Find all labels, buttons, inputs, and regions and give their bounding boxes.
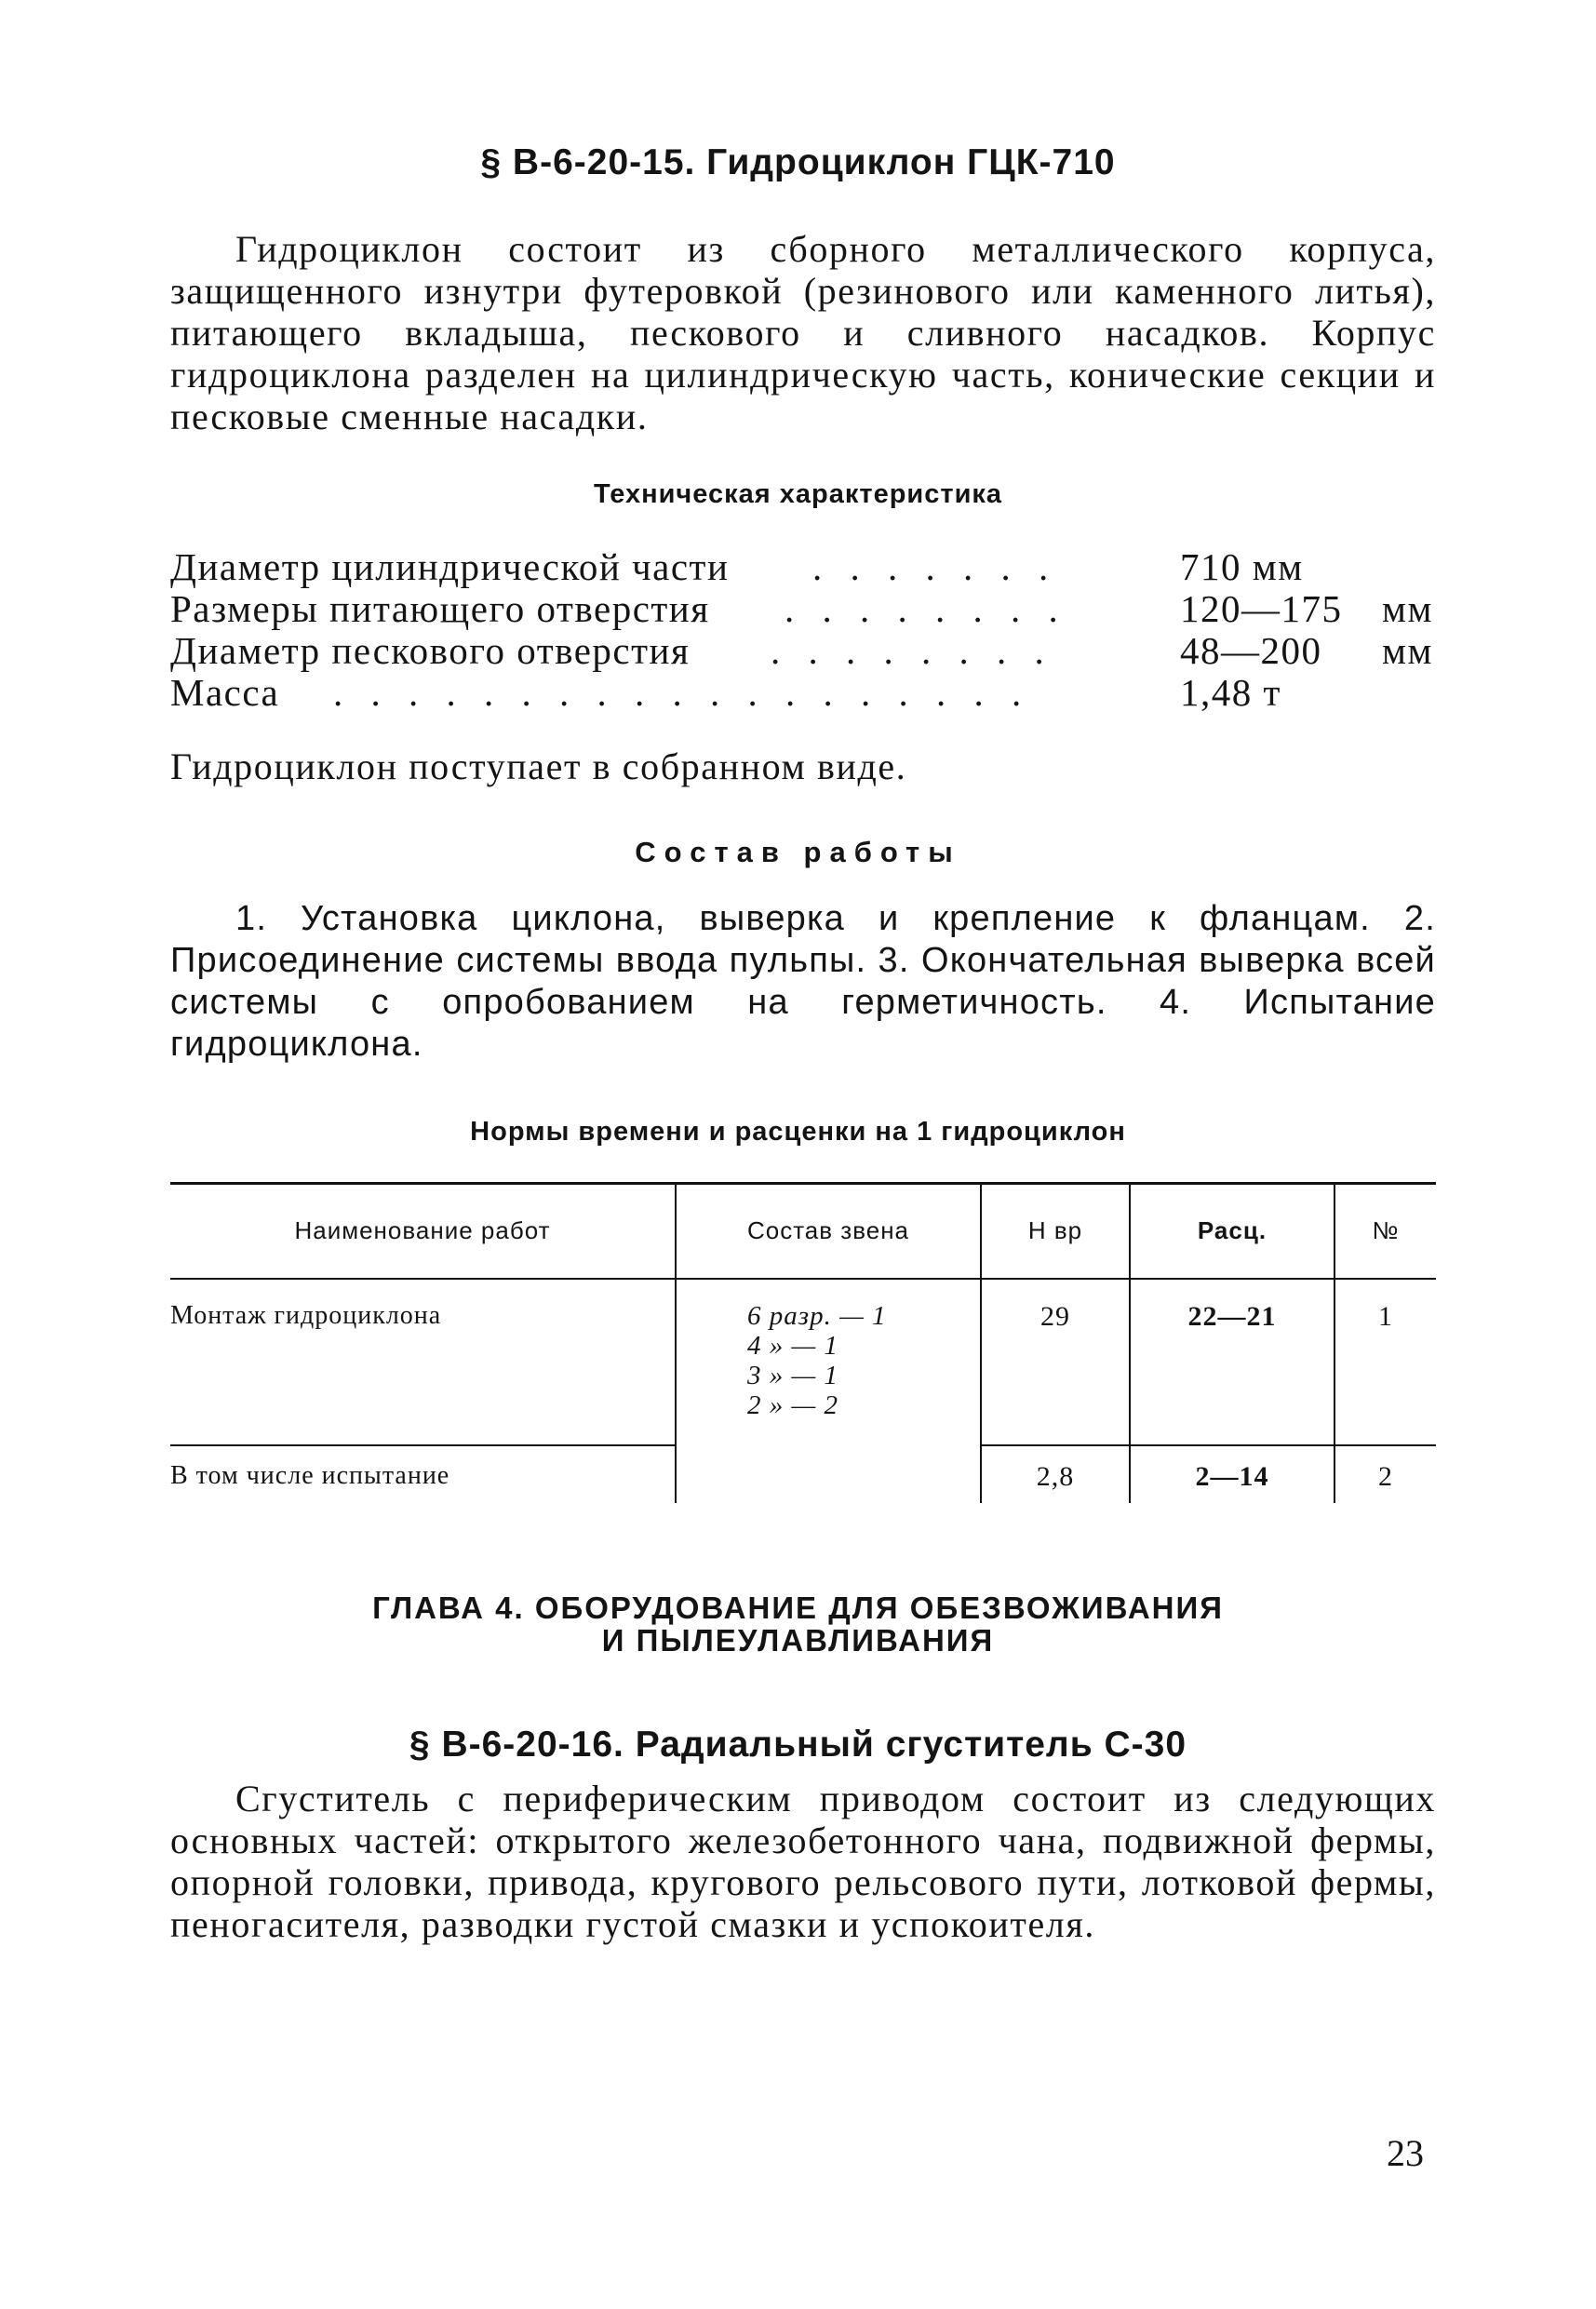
chapter-line: И ПЫЛЕУЛАВЛИВАНИЯ [601, 1623, 995, 1658]
header-rate: Расц. [1197, 1216, 1267, 1244]
table-top-rule [170, 1182, 1436, 1185]
spec-value: 710 мм [1180, 545, 1304, 588]
spec-name: Масса [170, 671, 280, 714]
row-time-norm: 29 [1040, 1301, 1070, 1332]
leader-dots: . . . . . . . . [771, 629, 1053, 672]
header-work-name: Наименование работ [294, 1216, 551, 1244]
specs-heading: Техническая характеристика [593, 479, 1003, 509]
header-number: № [1372, 1216, 1400, 1244]
section-title: § В-6-20-15. Гидроциклон ГЦК-710 [480, 142, 1116, 182]
specs-list [170, 544, 1473, 712]
spec-row [170, 670, 1473, 712]
spec-value: 1,48 т [1180, 671, 1281, 714]
spec-row [170, 628, 1473, 670]
delivery-note: Гидроциклон поступает в собранном виде. [170, 745, 907, 787]
leader-dots: . . . . . . . . . . . . . . . . . . . [333, 671, 1031, 714]
crew-line: 6 разр. — 1 [747, 1301, 887, 1331]
spec-unit: мм [1382, 629, 1433, 672]
work-paragraph: 1. Установка циклона, выверка и крепление к фланцам. 2. Присоединение системы ввода пульпы. 3. Окончательная выверка всей системы с опробованием на герметичность. 4. Испытание гидроциклона. [170, 899, 1436, 1064]
row-crew [747, 1301, 952, 1420]
crew-line: 4 » — 1 [747, 1331, 839, 1361]
header-crew: Состав звена [746, 1216, 910, 1244]
row-rate: 2—14 [1195, 1461, 1269, 1492]
spec-unit: мм [1382, 587, 1433, 630]
crew-line: 3 » — 1 [747, 1361, 839, 1390]
spec-name: Размеры питающего отверстия [170, 587, 710, 630]
spec-name: Диаметр пескового отверстия [170, 629, 691, 672]
norms-table [170, 1182, 1436, 1503]
row-work-name: В том числе испытание [170, 1461, 450, 1490]
row-number: 1 [1378, 1301, 1393, 1332]
chapter-line: ГЛАВА 4. ОБОРУДОВАНИЕ ДЛЯ ОБЕЗВОЖИВАНИЯ [372, 1591, 1224, 1625]
page-number: 23 [1387, 2132, 1424, 2174]
spec-row [170, 544, 1473, 586]
row-number: 2 [1378, 1461, 1393, 1492]
work-heading: Состав работы [635, 836, 961, 868]
spec-row [170, 586, 1473, 628]
leader-dots: . . . . . . . . [785, 587, 1067, 630]
header-time-norm: Н вр [1027, 1216, 1083, 1244]
table-row-rule [980, 1444, 1436, 1446]
chapter-heading [0, 1591, 1596, 1657]
intro-paragraph: Гидроциклон состоит из сборного металлического корпуса, защищенного изнутри футеровкой (резинового или каменного литья), питающего вкладыша, пескового и сливного насадков. Корпус гидроциклона разделен на цилиндрическую часть, конические секции и песковые сменные насадки. [170, 228, 1436, 437]
row-rate: 22—21 [1187, 1301, 1277, 1332]
spec-name: Диаметр цилиндрической части [170, 545, 730, 588]
section-title: § В-6-20-16. Радиальный сгуститель С-30 [409, 1725, 1187, 1765]
thickener-paragraph: Сгуститель с периферическим приводом состоит из следующих основных частей: открытого железобетонного чана, подвижной фермы, опорной головки, привода, кругового рельсового пути, лотковой фермы, пеногасителя, разводки густой смазки и успокоителя. [170, 1778, 1436, 1945]
table-row-rule [170, 1444, 675, 1446]
table-header-rule [170, 1278, 1436, 1280]
row-work-name: Монтаж гидроциклона [170, 1301, 442, 1330]
spec-value: 48—200 [1180, 629, 1322, 672]
spec-value: 120—175 [1180, 587, 1343, 630]
crew-line: 2 » — 2 [747, 1390, 839, 1420]
row-time-norm: 2,8 [1036, 1461, 1075, 1492]
leader-dots: . . . . . . . [812, 545, 1058, 588]
table-title: Нормы времени и расценки на 1 гидроциклон [470, 1117, 1126, 1147]
